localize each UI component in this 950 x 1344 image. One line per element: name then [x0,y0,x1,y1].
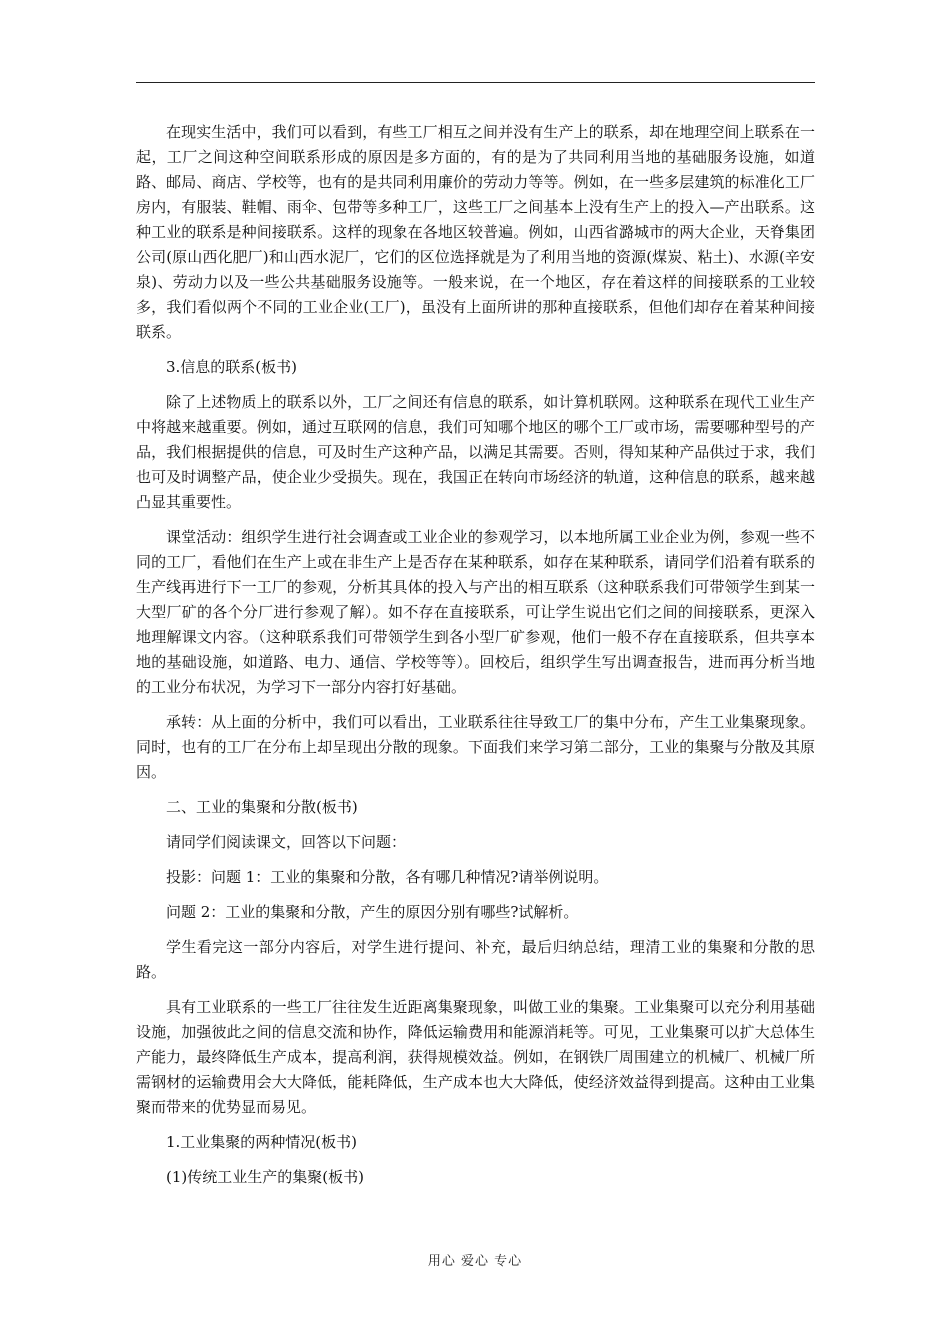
document-body [136,120,815,1200]
paragraph-transition: 承转：从上面的分析中，我们可以看出，工业联系往往导致工厂的集中分布，产生工业集聚现象。同时，也有的工厂在分布上却呈现出分散的现象。下面我们来学习第二部分，工业的集聚与分散及其原因。 [136,713,815,781]
paragraph-class-activity: 课堂活动：组织学生进行社会调查或工业企业的参观学习，以本地所属工业企业为例，参观一些不同的工厂，看他们在生产上或在非生产上是否存在某种联系，如存在某种联系，请同学们沿着有联系的生产线再进行下一工厂的参观，分析其具体的投入与产出的相互联系（这种联系我们可带领学生到某一大型厂矿的各个分厂进行参观了解）。如不存在直接联系，可让学生说出它们之间的间接联系，更深入地理解课文内容。（这种联系我们可带领学生到各小型厂矿参观，他们一般不存在直接联系，但共享本地的基础设施，如道路、电力、通信、学校等等）。回校后，组织学生写出调查报告，进而再分析当地的工业分布状况，为学习下一部分内容打好基础。 [136,528,815,696]
heading-section-two: 二、工业的集聚和分散(板书) [166,798,358,816]
paragraph-agglomeration: 具有工业联系的一些工厂往往发生近距离集聚现象，叫做工业的集聚。工业集聚可以充分利用基础设施，加强彼此之间的信息交流和协作，降低运输费用和能源消耗等。可见，工业集聚可以扩大总体生产能力，最终降低生产成本，提高利润，获得规模效益。例如，在钢铁厂周围建立的机械厂、机械厂所需钢材的运输费用会大大降低，能耗降低，生产成本也大大降低，使经济效益得到提高。这种由工业集聚而带来的优势显而易见。 [136,998,815,1116]
heading-agglomeration-types: 1.工业集聚的两种情况(板书) [166,1133,358,1151]
paragraph-spatial-link: 在现实生活中，我们可以看到，有些工厂相互之间并没有生产上的联系，却在地理空间上联系在一起，工厂之间这种空间联系形成的原因是多方面的，有的是为了共同利用当地的基础服务设施，如道路、邮局、商店、学校等，也有的是共同利用廉价的劳动力等等。例如，在一些多层建筑的标准化工厂房内，有服装、鞋帽、雨伞、包带等多种工厂，这些工厂之间基本上没有生产上的投入—产出联系。这种工业的联系是种间接联系。这样的现象在各地区较普遍。例如，山西省潞城市的两大企业，天脊集团公司(原山西化肥厂)和山西水泥厂，它们的区位选择就是为了利用当地的资源(煤炭、粘土)、水源(辛安泉)、劳动力以及一些公共基础服务设施等。一般来说，在一个地区，存在着这样的间接联系的工业较多，我们看似两个不同的工业企业(工厂)，虽没有上面所讲的那种直接联系，但他们却存在着某种间接联系。 [136,123,815,341]
heading-traditional-industry: (1)传统工业生产的集聚(板书) [166,1168,364,1186]
paragraph-question-1: 投影：问题 1：工业的集聚和分散，各有哪几种情况?请举例说明。 [166,868,609,886]
paragraph-read-text: 请同学们阅读课文，回答以下问题： [166,833,407,851]
heading-info-link: 3.信息的联系(板书) [166,358,298,376]
paragraph-question-2: 问题 2：工业的集聚和分散，产生的原因分别有哪些?试解析。 [166,903,579,921]
paragraph-summary: 学生看完这一部分内容后，对学生进行提问、补充，最后归纳总结，理清工业的集聚和分散的思路。 [136,938,815,981]
paragraph-info-link: 除了上述物质上的联系以外，工厂之间还有信息的联系，如计算机联网。这种联系在现代工业生产中将越来越重要。例如，通过互联网的信息，我们可知哪个地区的哪个工厂或市场，需要哪种型号的产品，我们根据提供的信息，可及时生产这种产品，以满足其需要。否则，得知某种产品供过于求，我们也可及时调整产品，使企业少受损失。现在，我国正在转向市场经济的轨道，这种信息的联系，越来越凸显其重要性。 [136,393,815,511]
page-footer: 用心 爱心 专心 [427,1254,523,1269]
header-rule [136,82,815,83]
